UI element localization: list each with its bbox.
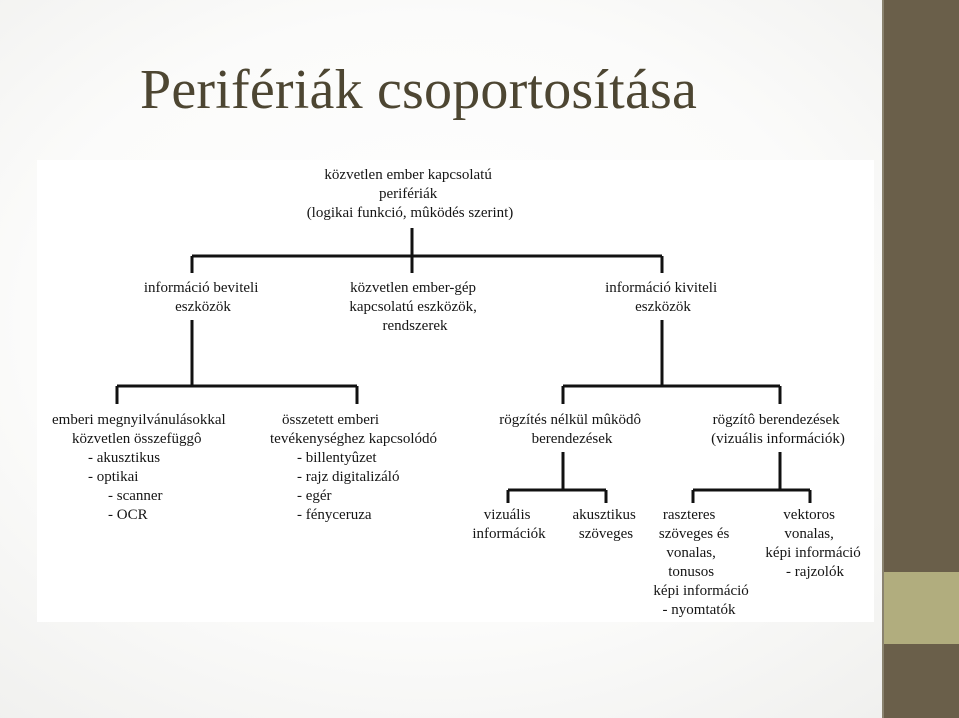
node-input-devices: információ beviteli eszközök [143, 280, 259, 315]
node-vector: vektoros vonalas, képi információ - rajzolók [765, 507, 861, 580]
node-non-recording: rögzítés nélkül mûködô berendezések [499, 412, 641, 447]
node-raster: raszteres szöveges és vonalas, tonusos képi információ - nyomtatók [653, 507, 749, 618]
node-direct-human-machine: közvetlen ember-gép kapcsolatú eszközök, rendszerek [349, 280, 477, 334]
node-root: közvetlen ember kapcsolatú perifériák (logikai funkció, mûködés szerint) [306, 167, 514, 221]
node-acoustic-text: akusztikus szöveges [572, 507, 636, 542]
diagram-panel [37, 160, 874, 622]
slide-title: Perifériák csoportosítása [140, 59, 698, 121]
node-complex-activity: összetett emberi tevékenységhez kapcsolódó - billentyûzet - rajz digitalizáló - egér - fényceruza [270, 412, 438, 523]
node-human-expression: emberi megnyilvánulásokkal közvetlen összefüggô - akusztikus - optikai - scanner - OCR [52, 412, 226, 523]
node-recording: rögzítô berendezések (vizuális információk) [711, 412, 845, 447]
node-output-devices: információ kiviteli eszközök [605, 280, 718, 315]
node-visual-information: vizuális információk [472, 507, 546, 542]
